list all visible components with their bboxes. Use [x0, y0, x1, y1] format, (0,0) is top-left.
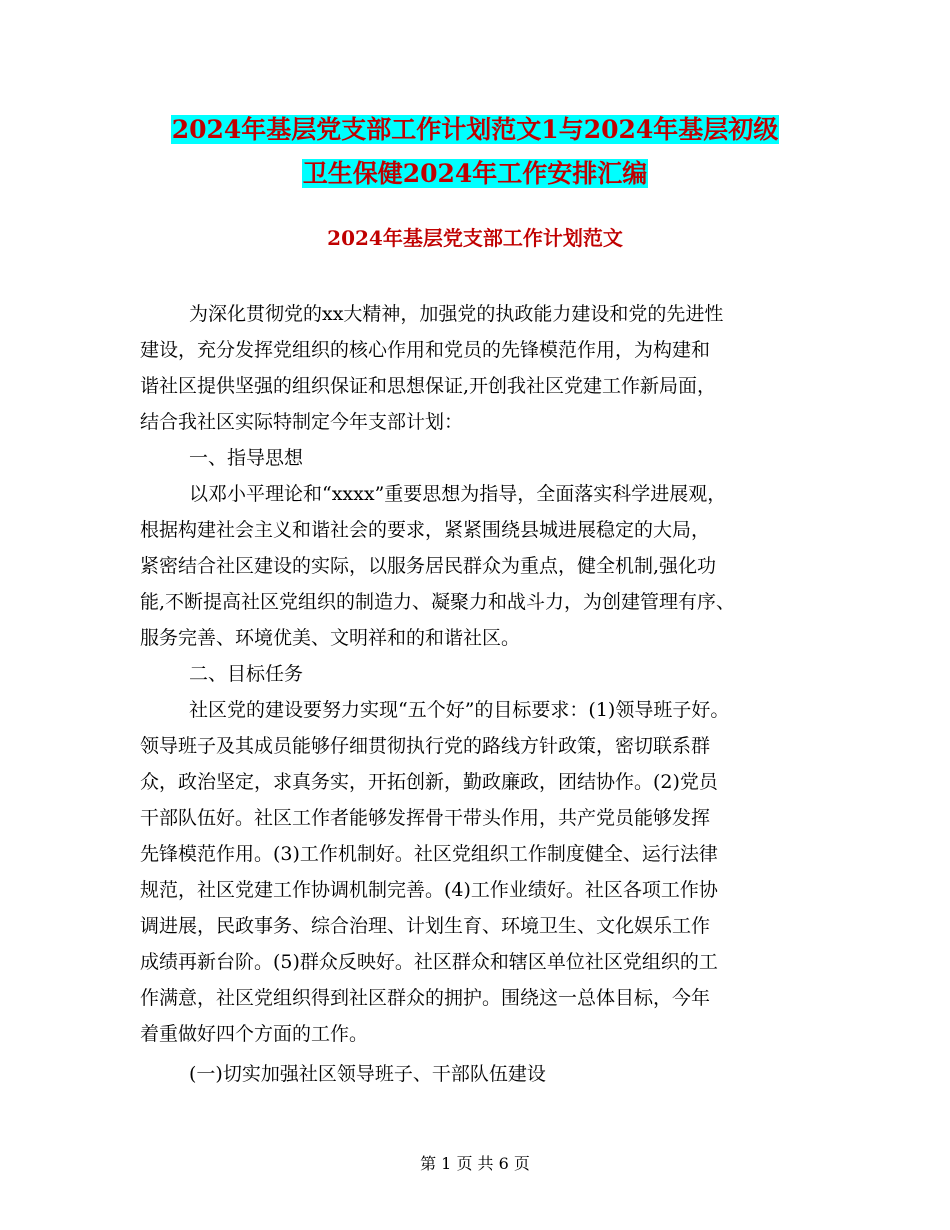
paragraph-line: 建设，充分发挥党组织的核心作用和党员的先锋模范作用，为构建和: [140, 339, 711, 361]
document-title-line-2: [0, 156, 950, 192]
paragraph-line: 为深化贯彻党的xx大精神，加强党的执政能力建设和党的先进性: [189, 303, 724, 325]
paragraph-line: 先锋模范作用。(3)工作机制好。社区党组织工作制度健全、运行法律: [140, 843, 718, 865]
paragraph-line: 根据构建社会主义和谐社会的要求，紧紧围绕县城进展稳定的大局，: [140, 519, 711, 541]
paragraph-line: 以邓小平理论和“xxxx”重要思想为指导，全面落实科学进展观，: [189, 483, 727, 505]
paragraph-line: 能,不断提高社区党组织的制造力、凝聚力和战斗力，为创建管理有序、: [140, 591, 736, 613]
subheading-leadership: (一)切实加强社区领导班子、干部队伍建设: [189, 1063, 546, 1085]
document-title-line-1: [0, 112, 950, 148]
paragraph-line: 领导班子及其成员能够仔细贯彻执行党的路线方针政策，密切联系群: [140, 735, 711, 757]
paragraph-line: 服务完善、环境优美、文明祥和的和谐社区。: [140, 627, 521, 649]
page-footer: 第 1 页 共 6 页: [420, 1154, 530, 1173]
paragraph-line: 紧密结合社区建设的实际，以服务居民群众为重点，健全机制,强化功: [140, 555, 717, 577]
paragraph-line: 干部队伍好。社区工作者能够发挥骨干带头作用，共产党员能够发挥: [140, 807, 711, 829]
title-highlight-1: 2024年基层党支部工作计划范文1与2024年基层初级: [171, 115, 779, 144]
title-highlight-2: 卫生保健2024年工作安排汇编: [302, 159, 648, 188]
paragraph-line: 众，政治坚定，求真务实，开拓创新，勤政廉政，团结协作。(2)党员: [140, 771, 718, 793]
paragraph-line: 社区党的建设要努力实现“五个好”的目标要求：(1)领导班子好。: [189, 699, 730, 721]
paragraph-line: 结合我社区实际特制定今年支部计划：: [140, 411, 464, 433]
paragraph-line: 成绩再新台阶。(5)群众反映好。社区群众和辖区单位社区党组织的工: [140, 951, 718, 973]
paragraph-line: 调进展，民政事务、综合治理、计划生育、环境卫生、文化娱乐工作: [140, 915, 711, 937]
paragraph-line: 作满意，社区党组织得到社区群众的拥护。围绕这一总体目标，今年: [140, 987, 711, 1009]
paragraph-line: 着重做好四个方面的工作。: [140, 1023, 369, 1045]
paragraph-line: 规范，社区党建工作协调机制完善。(4)工作业绩好。社区各项工作协: [140, 879, 718, 901]
heading-guiding-thought: 一、指导思想: [189, 447, 304, 469]
section-title: 2024年基层党支部工作计划范文: [327, 226, 623, 250]
heading-goals-tasks: 二、目标任务: [189, 663, 304, 685]
paragraph-line: 谐社区提供坚强的组织保证和思想保证,开创我社区党建工作新局面，: [140, 375, 717, 397]
